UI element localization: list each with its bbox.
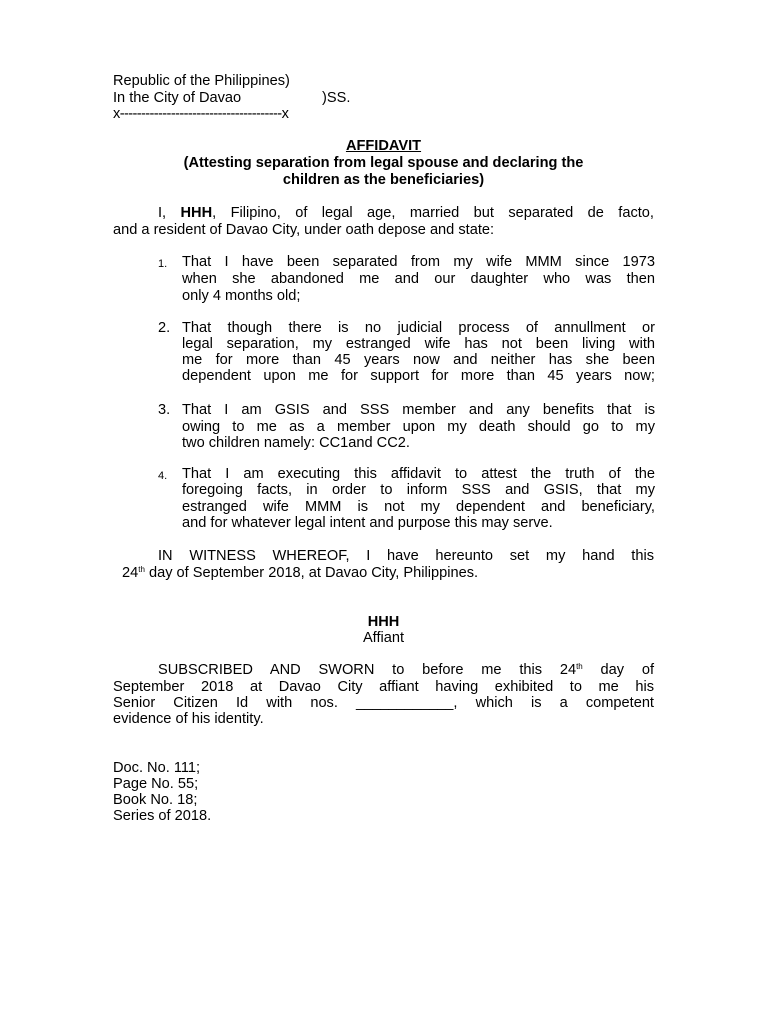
intro-line1: I, HHH, Filipino, of legal age, married but separated de facto,: [158, 205, 654, 221]
item-text-line: me for more than 45 years now and neither has she been: [182, 352, 655, 368]
item-text-line: legal separation, my estranged wife has not been living with: [182, 336, 655, 352]
book-number: Book No. 18;: [113, 792, 198, 808]
intro-line2: and a resident of Davao City, under oath depose and state:: [113, 222, 495, 238]
venue-ss: )SS.: [322, 90, 351, 106]
venue-rule: x--------------------------------------x: [113, 106, 289, 122]
venue-republic: Republic of the Philippines): [113, 73, 290, 89]
item-number: 1.: [158, 258, 168, 270]
item-text-line: owing to me as a member upon my death should go to my: [182, 419, 655, 435]
item-text-line: That though there is no judicial process of annullment or: [182, 320, 655, 336]
item-text-line: when she abandoned me and our daughter who was then: [182, 271, 655, 287]
doc-number: Doc. No. 111;: [113, 760, 201, 776]
item-text-line: That I am GSIS and SSS member and any benefits that is: [182, 402, 655, 418]
jurat-line2: September 2018 at Davao City affiant having exhibited to me his: [113, 679, 654, 695]
affiant-name: HHH: [180, 205, 213, 221]
item-text-line: foregoing facts, in order to inform SSS and GSIS, that my: [182, 482, 655, 498]
series-year: Series of 2018.: [113, 808, 212, 824]
item-number: 2.: [158, 320, 171, 336]
witness-line1: IN WITNESS WHEREOF, I have hereunto set my hand this: [158, 548, 654, 564]
witness-line2: 24th day of September 2018, at Davao City, Philippines.: [122, 565, 479, 581]
document-subtitle-line1: (Attesting separation from legal spouse and declaring the: [183, 155, 584, 171]
item-text-line: That I have been separated from my wife MMM since 1973: [182, 254, 655, 270]
item-text-line: estranged wife MMM is not my dependent and beneficiary,: [182, 499, 655, 515]
jurat-line4: evidence of his identity.: [113, 711, 264, 727]
jurat-line3: Senior Citizen Id with nos. ____________, which is a competent: [113, 695, 654, 711]
item-number: 3.: [158, 402, 171, 418]
document-subtitle-line2: children as the beneficiaries): [282, 172, 485, 188]
item-text-line: two children namely: CC1and CC2.: [182, 435, 410, 451]
jurat-line1: SUBSCRIBED AND SWORN to before me this 24th day of: [158, 662, 654, 678]
item-text-line: dependent upon me for support for more than 45 years now;: [182, 368, 655, 384]
signature-role: Affiant: [362, 630, 405, 646]
venue-city: In the City of Davao: [113, 90, 242, 106]
page-number: Page No. 55;: [113, 776, 199, 792]
document-title: AFFIDAVIT: [345, 138, 422, 154]
item-text-line: only 4 months old;: [182, 288, 301, 304]
item-text-line: and for whatever legal intent and purpose this may serve.: [182, 515, 553, 531]
signature-name: HHH: [367, 614, 400, 630]
item-number: 4.: [158, 470, 168, 482]
item-text-line: That I am executing this affidavit to attest the truth of the: [182, 466, 655, 482]
